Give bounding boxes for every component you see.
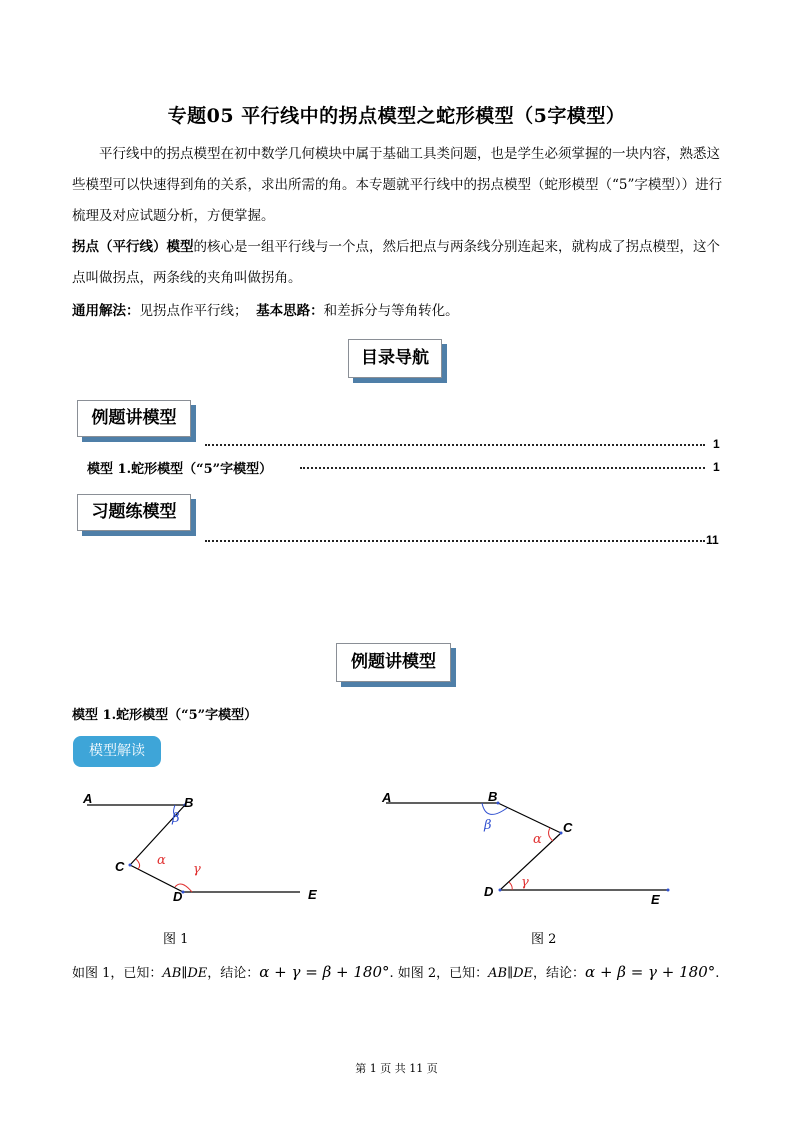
fig2-beta-arc [482,803,507,814]
fig2-label-e: E [651,892,660,907]
fig2-alpha-label: α [533,832,542,847]
fig1-alpha-label: α [157,853,166,868]
fig2-gamma-label: γ [521,875,529,890]
conclusion-text-3: . 如图 2，已知： [389,966,489,981]
section-heading-box: 例题讲模型 [336,643,451,682]
toc-item1-leader [300,467,705,469]
fig1-beta-label: β [172,811,180,826]
toc-section2-leader [205,540,705,542]
method-label-2: 基本思路： [256,303,324,319]
fig2-label-c: C [563,820,573,835]
definition-paragraph [72,232,724,294]
toc-section1-leader [205,444,705,446]
toc-heading-box[interactable]: 目录导航 [348,339,442,378]
toc-section2-page[interactable]: 11 [706,533,719,547]
figure-1 [75,785,335,915]
fig1-gamma-label: γ [193,862,201,877]
method-text-2: 和差拆分与等角转化。 [323,303,459,319]
fig2-label-b: B [488,789,498,804]
fig1-label-d: D [173,889,183,904]
fig2-beta-label: β [484,818,492,833]
definition-text: 的核心是一组平行线与一个点，然后把点与两条线分别连起来，就构成了拐点模型，这个点叫做拐点，两条线的夹角叫做拐角。 [72,239,720,286]
fig1-alpha-arc [136,859,140,869]
conclusion-text-1: 如图 1，已知： [72,966,163,981]
method-line [72,296,724,327]
fig1-label-e: E [308,887,317,902]
model-title: 模型 1.蛇形模型（“5”字模型） [72,708,258,723]
conclusion-text-5: . [715,966,720,981]
conclusion-result-2: α + β = γ + 180° [585,963,716,981]
fig2-gamma-arc [509,882,512,890]
method-text-1: 见拐点作平行线； [139,303,248,319]
fig1-label-c: C [115,859,125,874]
fig2-alpha-arc [549,828,553,841]
fig2-point-d [499,889,502,892]
toc-section1-box[interactable]: 例题讲模型 [77,400,191,437]
fig1-label-a: A [83,791,93,806]
conclusion-result-1: α + γ = β + 180° [259,963,390,981]
fig1-point-c [129,864,132,867]
fig2-label-d: D [484,884,494,899]
fig1-label-b: B [184,795,194,810]
conclusion-text-4: ，结论： [533,966,586,981]
model-badge: 模型解读 [73,736,161,767]
fig2-point-e [667,889,670,892]
page-title: 专题05 平行线中的拐点模型之蛇形模型（5字模型） [167,105,626,127]
conclusion-text-2: ，结论： [207,966,260,981]
figure-1-caption: 图 1 [163,932,189,947]
toc-section1-page[interactable]: 1 [713,437,720,451]
toc-section2-box[interactable]: 习题练模型 [77,494,191,531]
fig2-segment-cd [500,833,561,890]
intro-paragraph: 平行线中的拐点模型在初中数学几何模块中属于基础工具类问题，也是学生必须掌握的一块内容，熟悉这些模型可以快速得到角的关系，求出所需的角。本专题就平行线中的拐点模型（蛇形模型（“5”字模型））进行梳理及对应试题分析，方便掌握。 [72,146,723,224]
definition-term: 拐点（平行线）模型 [72,239,194,255]
fig2-label-a: A [382,790,392,805]
conclusion-given-2: AB∥DE [488,966,534,981]
fig2-segment-bc [498,803,561,833]
fig1-segment-cd [130,865,183,892]
toc-item1[interactable]: 模型 1.蛇形模型（“5”字模型） [87,462,273,477]
page-footer: 第 1 页 共 11 页 [355,1062,438,1075]
conclusion-line [72,962,719,981]
conclusion-given-1: AB∥DE [162,966,208,981]
figure-2 [378,785,678,915]
method-label-1: 通用解法： [72,303,140,319]
toc-item1-page[interactable]: 1 [713,460,720,474]
figure-2-caption: 图 2 [531,932,557,947]
